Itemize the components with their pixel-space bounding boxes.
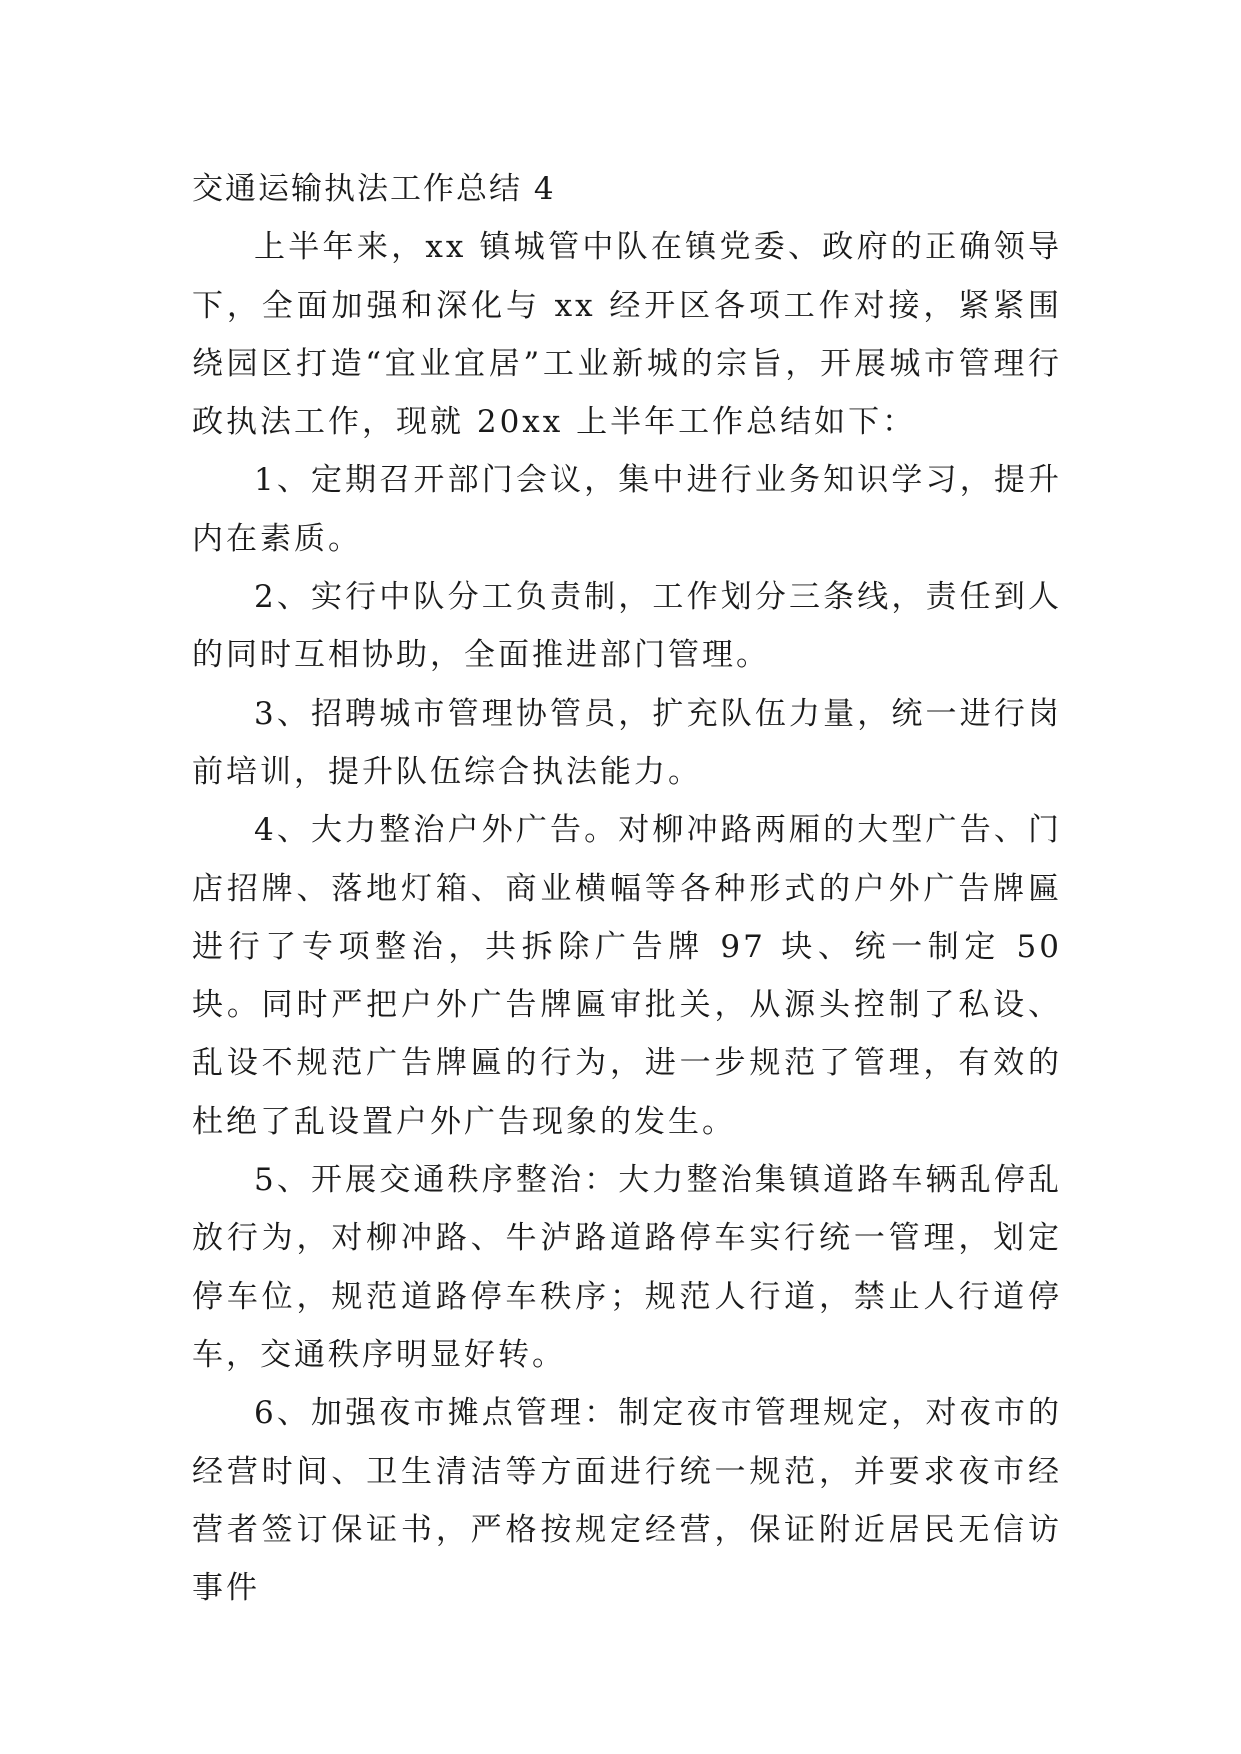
paragraph-item-5: 5、开展交通秩序整治：大力整治集镇道路车辆乱停乱放行为，对柳冲路、牛泸路道路停车实行统一管理，划定停车位，规范道路停车秩序；规范人行道，禁止人行道停车，交通秩序明显好转。: [192, 1162, 1062, 1373]
paragraph-intro: 上半年来，xx 镇城管中队在镇党委、政府的正确领导下，全面加强和深化与 xx 经开区各项工作对接，紧紧围绕园区打造“宜业宜居”工业新城的宗旨，开展城市管理行政执法工作，现就 20xx 上半年工作总结如下：: [192, 229, 1062, 441]
paragraph-item-6: 6、加强夜市摊点管理：制定夜市管理规定，对夜市的经营时间、卫生清洁等方面进行统一规范，并要求夜市经营者签订保证书，严格按规定经营，保证附近居民无信访事件: [192, 1395, 1062, 1607]
paragraph-item-4: 4、大力整治户外广告。对柳冲路两厢的大型广告、门店招牌、落地灯箱、商业横幅等各种形式的户外广告牌匾进行了专项整治，共拆除广告牌 97 块、统一制定 50 块。同时严把户外广告牌匾审批关，从源头控制了私设、乱设不规范广告牌匾的行为，进一步规范了管理，有效的杜绝了乱设置户外广告现象的发生。: [192, 812, 1062, 1140]
paragraph-item-3: 3、招聘城市管理协管员，扩充队伍力量，统一进行岗前培训，提升队伍综合执法能力。: [192, 695, 1062, 790]
paragraph-item-2: 2、实行中队分工负责制，工作划分三条线，责任到人的同时互相协助，全面推进部门管理。: [192, 579, 1062, 674]
paragraph-item-1: 1、定期召开部门会议，集中进行业务知识学习，提升内在素质。: [192, 462, 1062, 557]
document-title: 交通运输执法工作总结 4: [192, 171, 556, 207]
document-body: [192, 160, 1062, 1617]
